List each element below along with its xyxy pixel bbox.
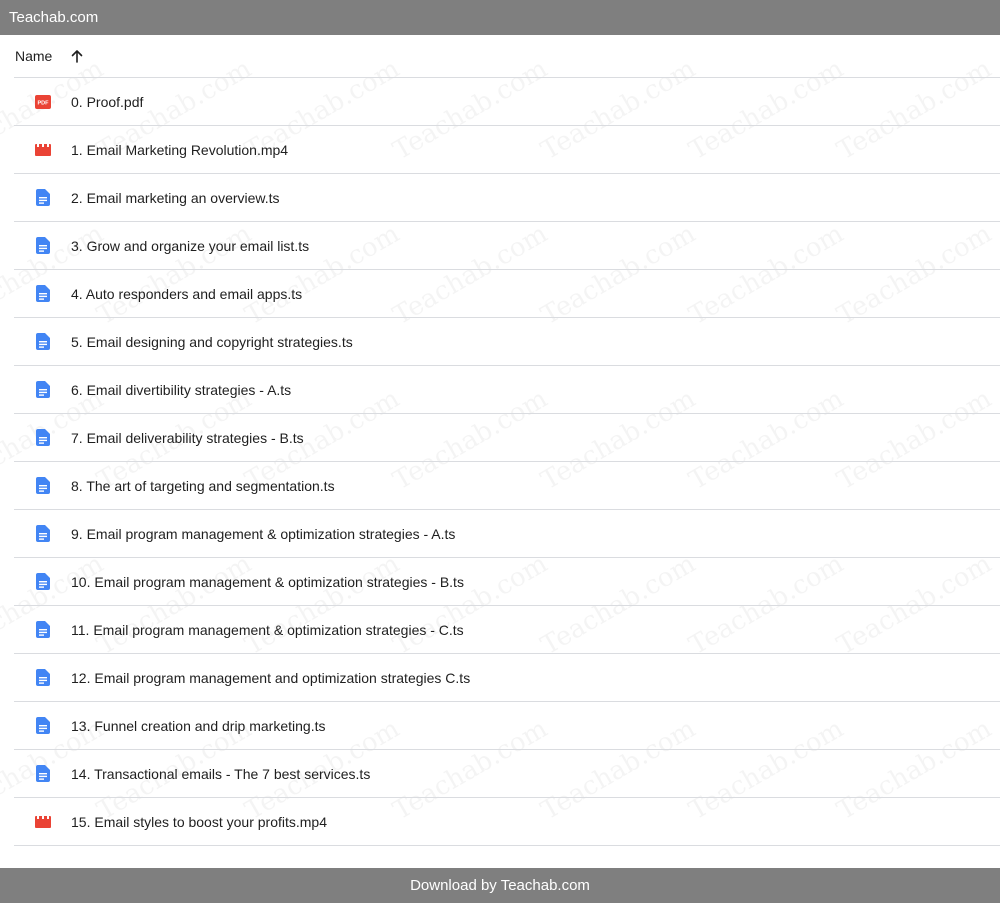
list-header bbox=[14, 35, 1000, 78]
file-name[interactable]: 12. Email program management and optimization strategies C.ts bbox=[71, 669, 471, 686]
file-name[interactable]: 9. Email program management & optimization strategies - A.ts bbox=[71, 525, 456, 542]
file-row[interactable] bbox=[14, 78, 1000, 126]
video-icon bbox=[34, 813, 52, 831]
video-icon bbox=[34, 141, 52, 159]
document-icon bbox=[34, 621, 52, 639]
file-name[interactable]: 2. Email marketing an overview.ts bbox=[71, 189, 280, 206]
document-icon bbox=[34, 429, 52, 447]
file-name[interactable]: 13. Funnel creation and drip marketing.ts bbox=[71, 717, 326, 734]
document-icon bbox=[34, 717, 52, 735]
file-row[interactable] bbox=[14, 702, 1000, 750]
file-row[interactable] bbox=[14, 366, 1000, 414]
file-row[interactable] bbox=[14, 174, 1000, 222]
footer-text[interactable]: Download by Teachab.com bbox=[410, 877, 590, 894]
file-row[interactable] bbox=[14, 654, 1000, 702]
file-name[interactable]: 10. Email program management & optimization strategies - B.ts bbox=[71, 573, 464, 590]
file-name[interactable]: 15. Email styles to boost your profits.mp4 bbox=[71, 813, 327, 830]
file-list bbox=[14, 35, 1000, 846]
file-name[interactable]: 5. Email designing and copyright strategies.ts bbox=[71, 333, 353, 350]
file-row[interactable] bbox=[14, 126, 1000, 174]
file-name[interactable]: 0. Proof.pdf bbox=[71, 93, 144, 110]
file-name[interactable]: 11. Email program management & optimization strategies - C.ts bbox=[71, 621, 464, 638]
file-name[interactable]: 3. Grow and organize your email list.ts bbox=[71, 237, 310, 254]
file-row[interactable] bbox=[14, 318, 1000, 366]
document-icon bbox=[34, 189, 52, 207]
document-icon bbox=[34, 525, 52, 543]
file-name[interactable]: 14. Transactional emails - The 7 best services.ts bbox=[71, 765, 371, 782]
file-row[interactable] bbox=[14, 750, 1000, 798]
file-row[interactable] bbox=[14, 798, 1000, 846]
file-name[interactable]: 6. Email divertibility strategies - A.ts bbox=[71, 381, 292, 398]
file-name[interactable]: 8. The art of targeting and segmentation.ts bbox=[71, 477, 335, 494]
document-icon bbox=[34, 573, 52, 591]
file-row[interactable] bbox=[14, 414, 1000, 462]
footer-bar bbox=[0, 868, 1000, 903]
pdf-icon bbox=[34, 93, 52, 111]
document-icon bbox=[34, 765, 52, 783]
file-row[interactable] bbox=[14, 270, 1000, 318]
file-row[interactable] bbox=[14, 222, 1000, 270]
app-title: Teachab.com bbox=[9, 9, 99, 26]
document-icon bbox=[34, 669, 52, 687]
app-title-bar bbox=[0, 0, 1000, 35]
file-name[interactable]: 1. Email Marketing Revolution.mp4 bbox=[71, 141, 289, 158]
file-row[interactable] bbox=[14, 606, 1000, 654]
document-icon bbox=[34, 381, 52, 399]
document-icon bbox=[34, 477, 52, 495]
file-name[interactable]: 4. Auto responders and email apps.ts bbox=[71, 285, 303, 302]
file-row[interactable] bbox=[14, 558, 1000, 606]
file-name[interactable]: 7. Email deliverability strategies - B.ts bbox=[71, 429, 304, 446]
document-icon bbox=[34, 237, 52, 255]
svg-text:PDF: PDF bbox=[37, 100, 49, 106]
file-row[interactable] bbox=[14, 462, 1000, 510]
document-icon bbox=[34, 333, 52, 351]
document-icon bbox=[34, 285, 52, 303]
file-row[interactable] bbox=[14, 510, 1000, 558]
column-header-name[interactable]: Name bbox=[15, 48, 53, 64]
sort-ascending-icon[interactable] bbox=[70, 49, 84, 63]
